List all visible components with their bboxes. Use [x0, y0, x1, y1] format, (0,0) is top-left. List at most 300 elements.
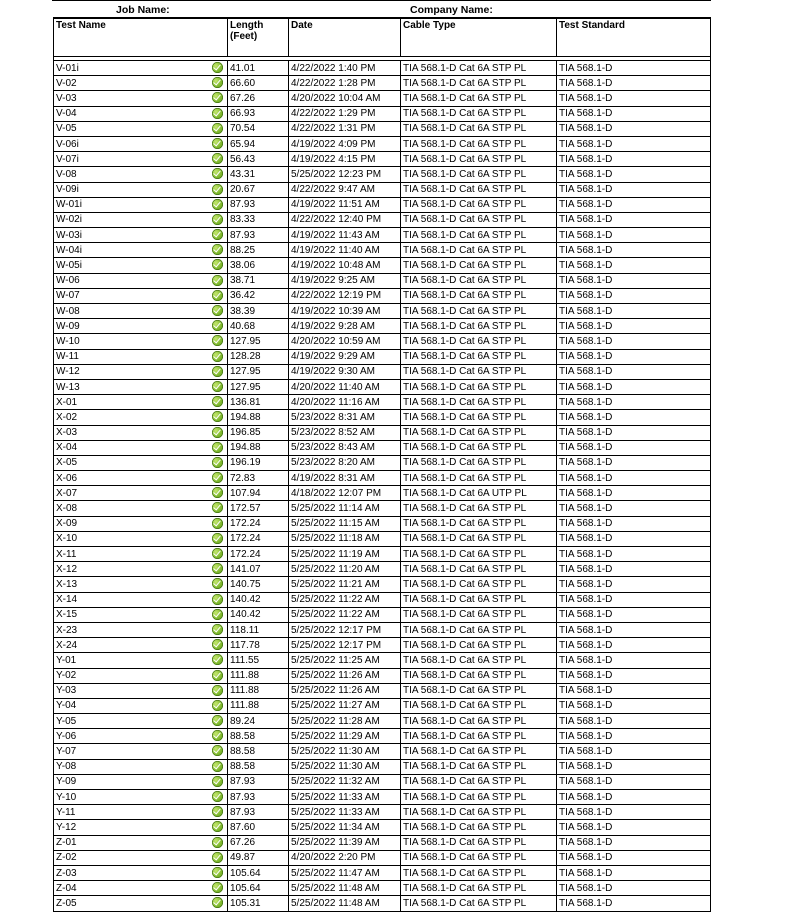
cell-test-standard: TIA 568.1-D [557, 486, 711, 501]
cell-test-name [54, 273, 228, 288]
cell-length: 65.94 [228, 136, 289, 151]
cell-test-standard: TIA 568.1-D [557, 729, 711, 744]
cell-cable-type: TIA 568.1-D Cat 6A STP PL [401, 516, 557, 531]
cell-test-standard: TIA 568.1-D [557, 379, 711, 394]
cell-test-standard: TIA 568.1-D [557, 136, 711, 151]
table-row [54, 835, 711, 850]
table-header-row [54, 18, 711, 57]
pass-check-icon [212, 654, 223, 665]
cell-test-name [54, 182, 228, 197]
table-row [54, 304, 711, 319]
cell-cable-type: TIA 568.1-D Cat 6A STP PL [401, 638, 557, 653]
table-row [54, 243, 711, 258]
cell-date: 4/19/2022 4:09 PM [289, 136, 401, 151]
table-row [54, 106, 711, 121]
table-row [54, 865, 711, 880]
cell-length: 128.28 [228, 349, 289, 364]
cell-cable-type: TIA 568.1-D Cat 6A STP PL [401, 547, 557, 562]
cell-date: 4/19/2022 9:25 AM [289, 273, 401, 288]
cell-test-name [54, 881, 228, 896]
col-header-test-standard: Test Standard [557, 18, 711, 57]
test-name-text: V-08 [56, 168, 77, 180]
cell-test-standard: TIA 568.1-D [557, 805, 711, 820]
test-name-text: Y-04 [56, 700, 77, 712]
cell-test-name [54, 167, 228, 182]
cell-test-name [54, 850, 228, 865]
cell-cable-type: TIA 568.1-D Cat 6A STP PL [401, 562, 557, 577]
table-row [54, 516, 711, 531]
table-row [54, 774, 711, 789]
pass-check-icon [212, 594, 223, 605]
cell-cable-type: TIA 568.1-D Cat 6A STP PL [401, 182, 557, 197]
test-name-text: Y-07 [56, 746, 77, 758]
cell-date: 5/25/2022 11:48 AM [289, 881, 401, 896]
cell-date: 5/25/2022 12:23 PM [289, 167, 401, 182]
cell-test-standard: TIA 568.1-D [557, 547, 711, 562]
cell-cable-type: TIA 568.1-D Cat 6A STP PL [401, 729, 557, 744]
cell-length: 88.58 [228, 729, 289, 744]
cell-test-standard: TIA 568.1-D [557, 410, 711, 425]
cell-length: 67.26 [228, 835, 289, 850]
cell-length: 87.93 [228, 197, 289, 212]
pass-check-icon [212, 335, 223, 346]
pass-check-icon [212, 320, 223, 331]
cell-length: 20.67 [228, 182, 289, 197]
cell-test-standard: TIA 568.1-D [557, 455, 711, 470]
col-header-length [228, 18, 289, 57]
test-name-text: Y-12 [56, 821, 77, 833]
cell-test-standard: TIA 568.1-D [557, 835, 711, 850]
table-row [54, 486, 711, 501]
cell-test-standard: TIA 568.1-D [557, 243, 711, 258]
cell-test-name [54, 865, 228, 880]
cell-cable-type: TIA 568.1-D Cat 6A STP PL [401, 167, 557, 182]
cell-test-name [54, 592, 228, 607]
cell-test-standard: TIA 568.1-D [557, 638, 711, 653]
test-name-text: X-24 [56, 639, 78, 651]
cell-cable-type: TIA 568.1-D Cat 6A STP PL [401, 592, 557, 607]
table-row [54, 729, 711, 744]
cell-test-name [54, 471, 228, 486]
cell-date: 5/25/2022 11:25 AM [289, 653, 401, 668]
cell-cable-type: TIA 568.1-D Cat 6A STP PL [401, 364, 557, 379]
cell-cable-type: TIA 568.1-D Cat 6A STP PL [401, 698, 557, 713]
test-name-text: W-13 [56, 381, 80, 393]
cell-cable-type: TIA 568.1-D Cat 6A STP PL [401, 61, 557, 76]
cell-cable-type: TIA 568.1-D Cat 6A STP PL [401, 288, 557, 303]
cell-test-standard: TIA 568.1-D [557, 577, 711, 592]
cell-date: 5/23/2022 8:43 AM [289, 440, 401, 455]
table-row [54, 622, 711, 637]
cell-cable-type: TIA 568.1-D Cat 6A STP PL [401, 653, 557, 668]
cell-length: 172.24 [228, 516, 289, 531]
test-name-text: Z-05 [56, 897, 77, 909]
cell-length: 127.95 [228, 379, 289, 394]
top-rule [52, 0, 711, 1]
cell-date: 5/25/2022 11:28 AM [289, 714, 401, 729]
cell-date: 5/25/2022 11:32 AM [289, 774, 401, 789]
table-row [54, 379, 711, 394]
pass-check-icon [212, 244, 223, 255]
cell-test-standard: TIA 568.1-D [557, 91, 711, 106]
cell-cable-type: TIA 568.1-D Cat 6A STP PL [401, 759, 557, 774]
pass-check-icon [212, 366, 223, 377]
table-row [54, 820, 711, 835]
pass-check-icon [212, 837, 223, 848]
test-results-table [53, 17, 711, 912]
table-row [54, 61, 711, 76]
test-name-text: V-02 [56, 77, 77, 89]
cell-test-name [54, 106, 228, 121]
table-row [54, 790, 711, 805]
test-name-text: W-08 [56, 305, 80, 317]
table-row [54, 425, 711, 440]
table-body [54, 61, 711, 912]
cell-date: 5/25/2022 11:30 AM [289, 744, 401, 759]
cell-length: 87.60 [228, 820, 289, 835]
cell-length: 72.83 [228, 471, 289, 486]
cell-date: 5/25/2022 11:26 AM [289, 668, 401, 683]
table-row [54, 182, 711, 197]
cell-test-standard: TIA 568.1-D [557, 61, 711, 76]
cell-date: 5/23/2022 8:20 AM [289, 455, 401, 470]
table-row [54, 349, 711, 364]
test-name-text: Z-04 [56, 882, 77, 894]
cell-test-standard: TIA 568.1-D [557, 759, 711, 774]
pass-check-icon [212, 351, 223, 362]
cell-date: 5/25/2022 11:39 AM [289, 835, 401, 850]
cell-test-standard: TIA 568.1-D [557, 865, 711, 880]
cell-test-standard: TIA 568.1-D [557, 212, 711, 227]
cell-length: 38.39 [228, 304, 289, 319]
cell-cable-type: TIA 568.1-D Cat 6A STP PL [401, 607, 557, 622]
cell-cable-type: TIA 568.1-D Cat 6A STP PL [401, 349, 557, 364]
pass-check-icon [212, 821, 223, 832]
cell-date: 5/25/2022 11:21 AM [289, 577, 401, 592]
cell-date: 5/25/2022 12:17 PM [289, 638, 401, 653]
cell-date: 5/25/2022 11:18 AM [289, 531, 401, 546]
cell-length: 194.88 [228, 410, 289, 425]
cell-cable-type: TIA 568.1-D Cat 6A STP PL [401, 243, 557, 258]
cell-cable-type: TIA 568.1-D Cat 6A STP PL [401, 410, 557, 425]
test-name-text: X-10 [56, 533, 78, 545]
cell-test-standard: TIA 568.1-D [557, 334, 711, 349]
cell-test-standard: TIA 568.1-D [557, 288, 711, 303]
test-name-text: X-02 [56, 411, 78, 423]
cell-test-standard: TIA 568.1-D [557, 698, 711, 713]
cell-date: 5/25/2022 11:22 AM [289, 607, 401, 622]
test-name-text: Y-05 [56, 715, 77, 727]
pass-check-icon [212, 563, 223, 574]
cell-test-standard: TIA 568.1-D [557, 850, 711, 865]
cell-cable-type: TIA 568.1-D Cat 6A STP PL [401, 471, 557, 486]
cell-test-name [54, 455, 228, 470]
cell-test-standard: TIA 568.1-D [557, 425, 711, 440]
table-row [54, 288, 711, 303]
col-header-length-line2: (Feet) [230, 31, 258, 42]
cell-test-name [54, 638, 228, 653]
cell-length: 38.71 [228, 273, 289, 288]
cell-date: 4/22/2022 1:31 PM [289, 121, 401, 136]
pass-check-icon [212, 457, 223, 468]
cell-date: 5/25/2022 11:14 AM [289, 501, 401, 516]
cell-date: 5/25/2022 11:30 AM [289, 759, 401, 774]
test-name-text: X-23 [56, 624, 78, 636]
cell-cable-type: TIA 568.1-D Cat 6A STP PL [401, 850, 557, 865]
cell-length: 105.64 [228, 881, 289, 896]
pass-check-icon [212, 867, 223, 878]
test-name-text: X-14 [56, 594, 78, 606]
cell-test-standard: TIA 568.1-D [557, 319, 711, 334]
report-header [0, 4, 800, 18]
pass-check-icon [212, 92, 223, 103]
table-row [54, 759, 711, 774]
cell-date: 4/19/2022 9:29 AM [289, 349, 401, 364]
cell-date: 4/20/2022 10:59 AM [289, 334, 401, 349]
table-row [54, 273, 711, 288]
col-header-date: Date [289, 18, 401, 57]
cell-test-standard: TIA 568.1-D [557, 562, 711, 577]
cell-test-name [54, 334, 228, 349]
table-row [54, 531, 711, 546]
col-header-cable-type: Cable Type [401, 18, 557, 57]
cell-length: 127.95 [228, 364, 289, 379]
table-row [54, 501, 711, 516]
cell-test-standard: TIA 568.1-D [557, 516, 711, 531]
pass-check-icon [212, 168, 223, 179]
cell-test-name [54, 744, 228, 759]
table-row [54, 395, 711, 410]
cell-test-name [54, 379, 228, 394]
cell-length: 140.42 [228, 592, 289, 607]
cell-length: 36.42 [228, 288, 289, 303]
cell-test-standard: TIA 568.1-D [557, 349, 711, 364]
table-row [54, 805, 711, 820]
cell-length: 66.93 [228, 106, 289, 121]
table-row [54, 167, 711, 182]
cell-date: 4/22/2022 1:29 PM [289, 106, 401, 121]
cell-length: 140.42 [228, 607, 289, 622]
pass-check-icon [212, 533, 223, 544]
cell-cable-type: TIA 568.1-D Cat 6A STP PL [401, 790, 557, 805]
cell-cable-type: TIA 568.1-D Cat 6A STP PL [401, 744, 557, 759]
cell-date: 4/19/2022 11:43 AM [289, 228, 401, 243]
cell-test-standard: TIA 568.1-D [557, 714, 711, 729]
pass-check-icon [212, 411, 223, 422]
cell-date: 5/25/2022 11:26 AM [289, 683, 401, 698]
test-name-text: V-06i [56, 138, 79, 150]
cell-length: 43.31 [228, 167, 289, 182]
pass-check-icon [212, 259, 223, 270]
pass-check-icon [212, 761, 223, 772]
cell-test-name [54, 212, 228, 227]
cell-date: 5/25/2022 11:48 AM [289, 896, 401, 911]
cell-cable-type: TIA 568.1-D Cat 6A STP PL [401, 440, 557, 455]
cell-test-standard: TIA 568.1-D [557, 653, 711, 668]
pass-check-icon [212, 852, 223, 863]
cell-cable-type: TIA 568.1-D Cat 6A STP PL [401, 228, 557, 243]
company-name-label: Company Name: [410, 4, 493, 16]
cell-date: 5/25/2022 11:22 AM [289, 592, 401, 607]
pass-check-icon [212, 897, 223, 908]
test-name-text: Z-01 [56, 837, 77, 849]
cell-test-name [54, 729, 228, 744]
test-name-text: Y-11 [56, 806, 76, 818]
pass-check-icon [212, 487, 223, 498]
cell-length: 49.87 [228, 850, 289, 865]
cell-length: 172.57 [228, 501, 289, 516]
cell-test-name [54, 516, 228, 531]
table-row [54, 152, 711, 167]
test-name-text: W-12 [56, 366, 80, 378]
cell-test-standard: TIA 568.1-D [557, 167, 711, 182]
test-name-text: W-04i [56, 244, 82, 256]
cell-date: 4/18/2022 12:07 PM [289, 486, 401, 501]
test-name-text: X-12 [56, 563, 78, 575]
table-row [54, 683, 711, 698]
cell-cable-type: TIA 568.1-D Cat 6A STP PL [401, 455, 557, 470]
table-row [54, 881, 711, 896]
cell-test-standard: TIA 568.1-D [557, 273, 711, 288]
cell-test-name [54, 395, 228, 410]
cell-test-standard: TIA 568.1-D [557, 668, 711, 683]
cell-test-name [54, 622, 228, 637]
cell-cable-type: TIA 568.1-D Cat 6A STP PL [401, 273, 557, 288]
test-name-text: X-15 [56, 609, 78, 621]
pass-check-icon [212, 624, 223, 635]
cell-length: 87.93 [228, 805, 289, 820]
cell-cable-type: TIA 568.1-D Cat 6A STP PL [401, 212, 557, 227]
test-name-text: X-08 [56, 503, 78, 515]
cell-test-name [54, 319, 228, 334]
cell-test-name [54, 774, 228, 789]
cell-test-name [54, 410, 228, 425]
table-row [54, 440, 711, 455]
pass-check-icon [212, 670, 223, 681]
cell-length: 66.60 [228, 76, 289, 91]
test-name-text: V-01i [56, 62, 79, 74]
cell-test-name [54, 531, 228, 546]
test-name-text: W-07 [56, 290, 80, 302]
pass-check-icon [212, 229, 223, 240]
cell-test-name [54, 714, 228, 729]
cell-test-name [54, 607, 228, 622]
cell-cable-type: TIA 568.1-D Cat 6A STP PL [401, 304, 557, 319]
table-row [54, 562, 711, 577]
cell-date: 4/19/2022 4:15 PM [289, 152, 401, 167]
pass-check-icon [212, 609, 223, 620]
table-row [54, 896, 711, 911]
test-name-text: Y-01 [56, 654, 77, 666]
cell-test-name [54, 228, 228, 243]
cell-date: 5/25/2022 11:29 AM [289, 729, 401, 744]
cell-cable-type: TIA 568.1-D Cat 6A STP PL [401, 881, 557, 896]
cell-cable-type: TIA 568.1-D Cat 6A STP PL [401, 577, 557, 592]
cell-test-standard: TIA 568.1-D [557, 258, 711, 273]
cell-length: 118.11 [228, 622, 289, 637]
cell-cable-type: TIA 568.1-D Cat 6A STP PL [401, 334, 557, 349]
cell-date: 4/19/2022 10:39 AM [289, 304, 401, 319]
cell-cable-type: TIA 568.1-D Cat 6A STP PL [401, 774, 557, 789]
table-row [54, 592, 711, 607]
pass-check-icon [212, 123, 223, 134]
test-name-text: Z-03 [56, 867, 77, 879]
test-name-text: W-11 [56, 351, 79, 363]
cell-test-name [54, 136, 228, 151]
cell-cable-type: TIA 568.1-D Cat 6A STP PL [401, 91, 557, 106]
cell-length: 41.01 [228, 61, 289, 76]
cell-test-name [54, 835, 228, 850]
pass-check-icon [212, 806, 223, 817]
cell-test-name [54, 805, 228, 820]
pass-check-icon [212, 578, 223, 589]
cell-date: 5/25/2022 11:33 AM [289, 805, 401, 820]
table-row [54, 228, 711, 243]
cell-length: 172.24 [228, 531, 289, 546]
cell-cable-type: TIA 568.1-D Cat 6A STP PL [401, 805, 557, 820]
cell-cable-type: TIA 568.1-D Cat 6A STP PL [401, 121, 557, 136]
cell-test-standard: TIA 568.1-D [557, 881, 711, 896]
test-name-text: X-04 [56, 442, 78, 454]
test-name-text: W-10 [56, 335, 80, 347]
table-row [54, 364, 711, 379]
cell-test-standard: TIA 568.1-D [557, 592, 711, 607]
cell-test-standard: TIA 568.1-D [557, 622, 711, 637]
test-name-text: V-03 [56, 92, 77, 104]
test-name-text: X-01 [56, 396, 78, 408]
test-name-text: W-03i [56, 229, 82, 241]
test-name-text: W-01i [56, 199, 82, 211]
table-row [54, 334, 711, 349]
cell-length: 172.24 [228, 547, 289, 562]
pass-check-icon [212, 442, 223, 453]
table-row [54, 653, 711, 668]
cell-cable-type: TIA 568.1-D Cat 6A STP PL [401, 379, 557, 394]
cell-cable-type: TIA 568.1-D Cat 6A STP PL [401, 714, 557, 729]
cell-cable-type: TIA 568.1-D Cat 6A STP PL [401, 136, 557, 151]
cell-test-standard: TIA 568.1-D [557, 152, 711, 167]
test-name-text: Y-06 [56, 730, 77, 742]
test-name-text: X-11 [56, 548, 77, 560]
table-row [54, 850, 711, 865]
table-row [54, 577, 711, 592]
test-name-text: X-03 [56, 427, 78, 439]
table-row [54, 258, 711, 273]
pass-check-icon [212, 685, 223, 696]
cell-length: 127.95 [228, 334, 289, 349]
pass-check-icon [212, 472, 223, 483]
cell-date: 4/19/2022 11:40 AM [289, 243, 401, 258]
table-row [54, 319, 711, 334]
cell-cable-type: TIA 568.1-D Cat 6A STP PL [401, 835, 557, 850]
cell-test-standard: TIA 568.1-D [557, 774, 711, 789]
pass-check-icon [212, 518, 223, 529]
table-row [54, 698, 711, 713]
table-row [54, 455, 711, 470]
table-row [54, 121, 711, 136]
cell-length: 89.24 [228, 714, 289, 729]
cell-test-standard: TIA 568.1-D [557, 471, 711, 486]
cell-cable-type: TIA 568.1-D Cat 6A STP PL [401, 319, 557, 334]
test-name-text: V-04 [56, 108, 77, 120]
table-row [54, 714, 711, 729]
table-row [54, 744, 711, 759]
pass-check-icon [212, 700, 223, 711]
cell-date: 4/19/2022 9:30 AM [289, 364, 401, 379]
test-name-text: X-09 [56, 518, 78, 530]
pass-check-icon [212, 745, 223, 756]
pass-check-icon [212, 214, 223, 225]
